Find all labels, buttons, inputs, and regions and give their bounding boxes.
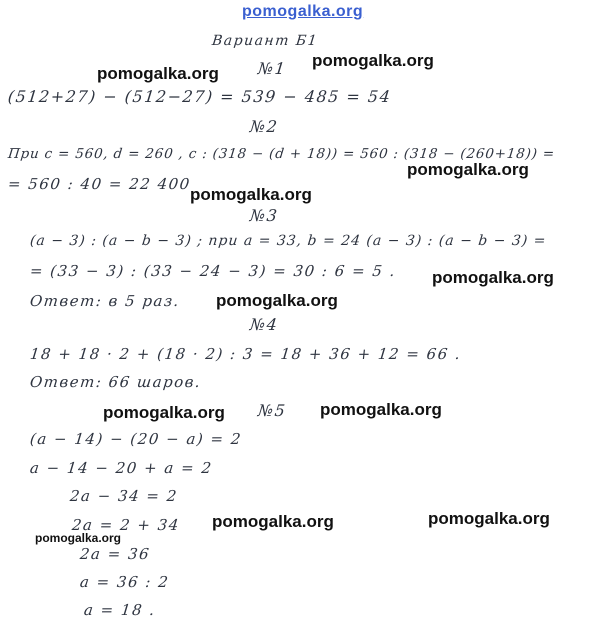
task-5-line-3: 2a − 34 = 2 [69, 487, 179, 505]
watermark: pomogalka.org [97, 64, 219, 83]
watermark: pomogalka.org [407, 160, 529, 179]
watermark: pomogalka.org [312, 51, 434, 70]
task-5-line-1: (a − 14) − (20 − a) = 2 [29, 430, 243, 448]
task-1-number: №1 [257, 59, 288, 78]
task-2-number: №2 [249, 117, 280, 136]
task-3-line-1: (a − 3) : (a − b − 3) ; при a = 33, b = 24 (a − 3) : (a − b − 3) = [29, 233, 548, 249]
watermark: pomogalka.org [320, 400, 442, 419]
watermark: pomogalka.org [432, 268, 554, 287]
task-3-answer: Ответ: в 5 раз. [29, 292, 181, 310]
task-3-number: №3 [249, 206, 280, 225]
task-2-line-1: При c = 560, d = 260 , c : (318 − (d + 18)) = 560 : (318 − (260+18)) = [7, 146, 556, 162]
task-5-line-5: 2a = 36 [79, 545, 152, 563]
task-1-line-1: (512+27) − (512−27) = 539 − 485 = 54 [7, 87, 393, 106]
task-5-line-4: 2a = 2 + 34 [71, 516, 181, 534]
task-5-number: №5 [257, 401, 288, 420]
task-4-line-1: 18 + 18 · 2 + (18 · 2) : 3 = 18 + 36 + 12 = 66 . [29, 345, 463, 363]
site-logo[interactable]: pomogalka.org [242, 3, 364, 20]
task-5-line-6: a = 36 : 2 [79, 573, 171, 591]
task-5-line-2: a − 14 − 20 + a = 2 [29, 459, 214, 477]
task-2-line-2: = 560 : 40 = 22 400 [7, 175, 192, 193]
watermark: pomogalka.org [216, 291, 338, 310]
watermark: pomogalka.org [190, 185, 312, 204]
watermark: pomogalka.org [35, 531, 122, 545]
watermark: pomogalka.org [212, 512, 334, 531]
task-3-line-2: = (33 − 3) : (33 − 24 − 3) = 30 : 6 = 5 . [29, 262, 397, 280]
task-5-line-7: a = 18 . [83, 601, 157, 619]
task-4-answer: Ответ: 66 шаров. [29, 373, 203, 391]
task-4-number: №4 [249, 315, 280, 334]
watermark: pomogalka.org [428, 509, 550, 528]
variant-title: Вариант Б1 [211, 33, 319, 49]
watermark: pomogalka.org [103, 403, 225, 422]
